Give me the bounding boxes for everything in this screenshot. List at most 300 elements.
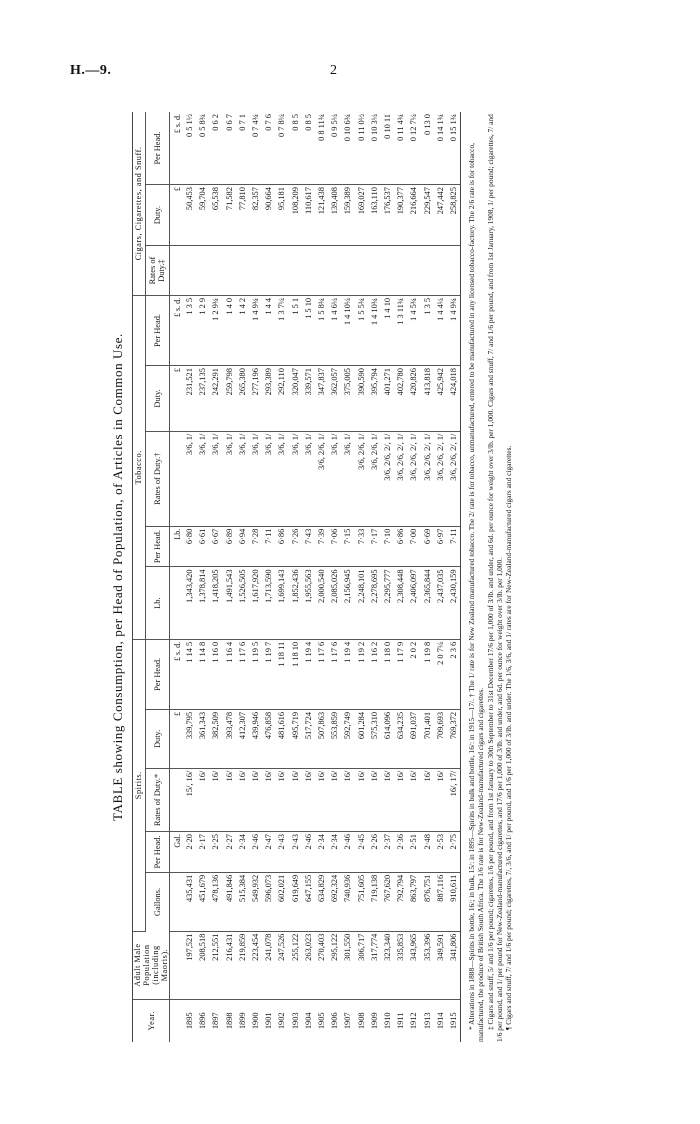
table-cell: 751,605 [355,872,368,931]
table-cell [275,246,288,296]
table-cell: 2·34 [328,832,341,873]
table-cell: 95,181 [275,185,288,246]
table-cell: 301,550 [341,931,354,999]
table-cell: 258,825 [447,185,461,246]
table-cell: 2·43 [275,832,288,873]
consumption-table [132,112,461,1042]
table-cell: 190,377 [394,185,407,246]
table-row [355,112,368,1042]
table-cell: 1 19 2 [355,639,368,709]
header-per-head-spirits: Per Head. [145,639,169,709]
table-cell: 3/6, 1/ [328,431,341,526]
table-cell: 393,478 [223,709,236,768]
table-cell [328,246,341,296]
table-cell: 16/ [223,768,236,831]
table-cell: 1 14 8 [196,639,209,709]
table-cell: 216,431 [223,931,236,999]
table-cell: 335,853 [394,931,407,999]
table-cell [249,246,262,296]
table-cell: 16/ [341,768,354,831]
table-cell [341,246,354,296]
table-cell: 2,406,097 [407,567,420,639]
table-row [183,112,196,1042]
table-cell: 1899 [237,1012,247,1030]
table-cell: 1 16 4 [223,639,236,709]
table-cell: 2·47 [262,832,275,873]
table-cell: 1 2 9 [196,295,209,365]
table-cell: 7·17 [368,526,381,567]
table-cell: 1 5 8¾ [315,295,328,365]
header-per-head-tobacco: Per Head. [145,295,169,365]
table-cell: 223,454 [249,931,262,999]
table-cell: 412,307 [236,709,249,768]
table-cell: 424,018 [447,366,461,432]
table-cell: 7·06 [328,526,341,567]
header-per-head-lb: Per Head. [145,526,169,567]
table-cell: 16/ [421,768,434,831]
table-cell: 1 4 4 [262,295,275,365]
table-cell: 1 4 0 [223,295,236,365]
table-cell: 1 17 9 [394,639,407,709]
table-cell: 2,430,159 [447,567,461,639]
table-row [315,112,328,1042]
table-cell: 7·11 [447,526,461,567]
table-cell: 1,699,143 [275,567,288,639]
unit-cell [170,246,184,296]
table-cell: 6·86 [394,526,407,567]
table-cell: 701,401 [421,709,434,768]
table-cell: 507,863 [315,709,328,768]
table-cell: 2·43 [289,832,302,873]
unit-cell: £ s. d. [170,639,184,709]
unit-cell: £ [170,366,184,432]
table-cell: 1 17 6 [328,639,341,709]
table-cell: 176,537 [381,185,394,246]
unit-cell [170,872,184,931]
table-cell: 16/ [289,768,302,831]
table-cell: 16/ [368,768,381,831]
table-cell: 0 8 11¾ [315,112,328,185]
table-cell: 491,846 [223,872,236,931]
table-cell: 306,717 [355,931,368,999]
table-cell: 6·94 [236,526,249,567]
table-cell: 159,389 [341,185,354,246]
table-cell: 1 2 9¾ [209,295,222,365]
table-cell: 2·20 [183,832,196,873]
table-cell [209,246,222,296]
table-cell: 90,664 [262,185,275,246]
table-cell: 1903 [290,1012,300,1030]
table-cell: 208,518 [196,931,209,999]
table-cell: 1 3 5 [183,295,196,365]
table-cell: 614,096 [381,709,394,768]
table-cell: 1 4 5¾ [407,295,420,365]
table-cell: 1,617,920 [249,567,262,639]
table-cell: 2·45 [355,832,368,873]
unit-cell: £ [170,185,184,246]
header-duty-tobacco: Duty. [145,366,169,432]
rotated-table-block [108,112,628,1042]
unit-cell: £ s. d. [170,295,184,365]
table-cell: 7·33 [355,526,368,567]
table-cell: 1915 [447,999,461,1042]
table-cell: 3/6, 1/ [223,431,236,526]
table-cell: 292,110 [275,366,288,432]
table-cell: 16/ [302,768,315,831]
table-cell: 2·34 [236,832,249,873]
table-cell: 7·43 [302,526,315,567]
table-cell: 1 18 0 [381,639,394,709]
table-cell: 323,340 [381,931,394,999]
table-cell: 1 14 5 [183,639,196,709]
table-cell: 0 7 8¼ [275,112,288,185]
table-cell: 2,000,540 [315,567,328,639]
table-cell: 3/6, 2/6, 2/, 1/ [447,431,461,526]
table-cell: 15/, 16/ [183,768,196,831]
table-cell: 71,582 [223,185,236,246]
table-cell: 592,749 [341,709,354,768]
table-cell: 1 19 4 [302,639,315,709]
table-cell: 7·28 [249,526,262,567]
table-cell: 3/6, 1/ [341,431,354,526]
table-cell: 402,780 [394,366,407,432]
table-cell: 0 5 1½ [183,112,196,185]
table-cell [289,246,302,296]
table-cell: 375,005 [341,366,354,432]
table-cell: 361,343 [196,709,209,768]
table-cell: 347,837 [315,366,328,432]
table-cell: 0 10 3¼ [368,112,381,185]
table-cell: 0 12 7¼ [407,112,420,185]
table-cell: 317,774 [368,931,381,999]
table-cell: 59,704 [196,185,209,246]
table-cell: 451,679 [196,872,209,931]
table-cell: 6·69 [421,526,434,567]
table-cell: 1 4 10 [381,295,394,365]
table-cell: 16/ [275,768,288,831]
table-cell: 2·17 [196,832,209,873]
table-cell: 691,037 [407,709,420,768]
table-body [170,112,461,1042]
table-cell: 1914 [435,1012,445,1030]
table-cell: 515,384 [236,872,249,931]
table-cell: 2,437,035 [434,567,447,639]
table-cell: 1,713,590 [262,567,275,639]
table-cell: 1 4 4¼ [434,295,447,365]
table-cell: 2 0 7¼ [434,639,447,709]
table-cell: 2·27 [223,832,236,873]
table-cell: 1896 [198,1012,208,1030]
table-cell: 3/6, 2/6, 1/ [355,431,368,526]
table-cell: 1 19 8 [421,639,434,709]
table-cell: 425,942 [434,366,447,432]
table-cell: 3/6, 1/ [302,431,315,526]
table-cell: 1,955,563 [302,567,315,639]
unit-cell [170,768,184,831]
table-cell: 16/ [249,768,262,831]
table-cell: 353,396 [421,931,434,999]
unit-cell [170,931,184,999]
table-cell: 0 8 5 [302,112,315,185]
unit-cell [170,567,184,639]
table-cell: 247,442 [434,185,447,246]
header-lb: Lb. [145,567,169,639]
table-cell: 0 10 11 [381,112,394,185]
table-cell [315,246,328,296]
group-spirits: Spirits. [133,639,146,931]
table-cell [368,246,381,296]
table-cell: 16/ [434,768,447,831]
table-cell: 3/6, 1/ [275,431,288,526]
table-cell: 2 3 6 [447,639,461,709]
table-header [133,112,170,1042]
table-cell: 1 4 2 [236,295,249,365]
table-cell: 320,047 [289,366,302,432]
table-row [381,112,394,1042]
table-cell: 0 7 1 [236,112,249,185]
table-cell: 3/6, 1/ [183,431,196,526]
table-cell: 7·11 [262,526,275,567]
header-population: Adult Male Population (including Maoris). [133,931,170,999]
table-cell: 709,693 [434,709,447,768]
header-year: Year. [133,999,170,1042]
table-row [407,112,420,1042]
page-number: 2 [330,63,337,78]
table-cell: 0 7 4¾ [249,112,262,185]
table-cell: 634,235 [394,709,407,768]
table-cell: 7·00 [407,526,420,567]
table-cell: 0 10 6¾ [341,112,354,185]
table-cell: 6·67 [209,526,222,567]
table-cell: 767,620 [381,872,394,931]
table-cell: 2,308,448 [394,567,407,639]
table-cell: 16/ [407,768,420,831]
table-cell: 619,649 [289,872,302,931]
table-cell: 1901 [264,1012,274,1030]
footnote: ‡ Cigars and snuff, 5/ and 1/6 per pound; cigarettes, 1/6 per pound, and from 1st January to 30th September to 31st December 17/6 per 1,000 of 3/lb. and under, and 6d. per ounce for weight over 3/lb. per 1,000. Cigars and snuff, 7/ and 1/6 per pound, and from 1st January, 1908, 1/ per pound; cigarettes, 7/ and 1/6 per pound, and 1/ per pound for New-Zealand-manufactured cigarettes, and 17/6 per 1,000 of 3/lb. and under, and 6d. per ounce for weight over 3/lb. per 1,000. [485,114,504,1042]
group-cigars: Cigars, Cigarettes, and Snuff. [133,112,146,295]
table-cell: 277,196 [249,366,262,432]
header-duty-cigars: Duty. [145,185,169,246]
table-cell: 553,859 [328,709,341,768]
table-row [447,112,461,1042]
table-cell: 121,438 [315,185,328,246]
table-cell: 478,136 [209,872,222,931]
table-cell: 596,073 [262,872,275,931]
table-cell: 1 4 10¼ [341,295,354,365]
table-cell: 1 16 2 [368,639,381,709]
table-cell: 3/6, 2/6, 2/, 1/ [381,431,394,526]
table-cell: 1 3 11¾ [394,295,407,365]
table-cell: 7·26 [289,526,302,567]
table-title: TABLE showing Consumption, per Head of Population, of Articles in Common Use. [110,333,125,821]
table-cell: 3/6, 2/6, 2/, 1/ [394,431,407,526]
table-cell: 0 8 5 [289,112,302,185]
table-cell [447,246,461,296]
table-row [249,112,262,1042]
table-cell: 1 18 10 [289,639,302,709]
table-cell: 341,806 [447,931,461,999]
unit-cell [170,431,184,526]
table-cell: 0 6 2 [209,112,222,185]
table-cell: 343,965 [407,931,420,999]
table-cell: 1 3 7¼ [275,295,288,365]
footnote: * Alterations in 1888—Spirits in bottle, 16/; in bulk, 15/: in 1895—Spirits in bulk and bottle, 16/: in 1915—17/. † The 1/ rate is for New Zealand manufactured tobacco. The 2/ rate is for tobacco, unmanufactured, entered to be manufactured in any licensed tobacco-factory. The 2/6 rate is for tobacco, manufactured, the produce of British South Africa. The 1/6 rate is for New-Zealand-manufactured cigars and cigarettes. [467,143,486,1042]
table-cell: 1 17 6 [315,639,328,709]
table-cell: 1,526,505 [236,567,249,639]
table-cell: 435,431 [183,872,196,931]
table-cell: 601,284 [355,709,368,768]
table-cell [262,246,275,296]
table-cell [302,246,315,296]
table-row [328,112,341,1042]
table-cell: 401,271 [381,366,394,432]
table-cell: 413,818 [421,366,434,432]
table-cell: 265,380 [236,366,249,432]
table-cell: 1 19 5 [249,639,262,709]
table-cell: 169,027 [355,185,368,246]
header-duty-spirits: Duty. [145,709,169,768]
table-cell: 1 18 11 [275,639,288,709]
table-row [262,112,275,1042]
unit-cell: Gal. [170,832,184,873]
table-cell: 2·75 [447,832,461,873]
table-cell: 349,591 [434,931,447,999]
table-cell: 549,932 [249,872,262,931]
table-cell: 1897 [211,1012,221,1030]
table-row [368,112,381,1042]
table-cell: 16/ [209,768,222,831]
table-row [289,112,302,1042]
table-cell: 0 13 0 [421,112,434,185]
table-cell: 3/6, 1/ [209,431,222,526]
units-row [170,112,184,1042]
table-cell [236,246,249,296]
table-cell: 259,798 [223,366,236,432]
table-cell: 2·51 [407,832,420,873]
table-cell: 876,751 [421,872,434,931]
table-cell: 792,794 [394,872,407,931]
table-cell: 1913 [422,1012,432,1030]
table-row [236,112,249,1042]
group-tobacco: Tobacco. [133,295,146,639]
header-rates-tobacco: Rates of Duty.† [145,431,169,526]
table-cell: 108,209 [289,185,302,246]
table-cell: 82,357 [249,185,262,246]
table-cell: 575,310 [368,709,381,768]
table-cell: 339,795 [183,709,196,768]
table-cell: 1909 [369,1012,379,1030]
table-cell: 1 4 6¼ [328,295,341,365]
table-cell: 6·80 [183,526,196,567]
table-cell: 1,491,543 [223,567,236,639]
table-row [223,112,236,1042]
table-row [421,112,434,1042]
table-cell: 1898 [224,1012,234,1030]
footnotes [467,112,513,1042]
footnote: ¶ Cigars and snuff, 7/ and 1/6 per pound; cigarettes, 7/, 3/6, and 1/ per pound, and 1/6 per 1,000 of 3/lb. and under. The 1/6, 3/6, and 1/ rates are for New-Zealand-manufactured cigars and cigarettes. [504,445,514,1030]
table-cell: 2·46 [249,832,262,873]
header-rates-cigars: Rates of Duty.‡ [145,246,169,296]
table-cell: 2,156,945 [341,567,354,639]
table-cell: 2·36 [394,832,407,873]
table-cell [407,246,420,296]
table-cell: 0 7 6 [262,112,275,185]
table-cell: 1 4 9¾ [447,295,461,365]
table-cell: 6·97 [434,526,447,567]
table-cell: 1 5 5¾ [355,295,368,365]
table-cell: 1 16 0 [209,639,222,709]
table-cell: 2·26 [368,832,381,873]
table-row [394,112,407,1042]
table-cell: 719,138 [368,872,381,931]
table-cell: 1,418,205 [209,567,222,639]
table-cell: 887,116 [434,872,447,931]
table-cell: 16/ [196,768,209,831]
table-cell: 16/ [355,768,368,831]
table-cell: 295,122 [328,931,341,999]
table-cell: 16/, 17/ [447,768,461,831]
table-cell: 1 4 9¾ [249,295,262,365]
table-cell: 647,155 [302,872,315,931]
table-cell: 692,324 [328,872,341,931]
table-cell: 2·25 [209,832,222,873]
table-cell: 1 5 1 [289,295,302,365]
table-cell: 2·48 [421,832,434,873]
page-code: H.—9. [70,63,112,78]
table-cell: 3/6, 1/ [249,431,262,526]
table-cell: 1 3 5 [421,295,434,365]
table-cell: 3/6, 2/6, 1/ [368,431,381,526]
table-cell: 3/6, 2/6, 2/, 1/ [407,431,420,526]
table-cell: 1905 [317,1012,327,1030]
table-cell: 229,547 [421,185,434,246]
table-cell: 339,571 [302,366,315,432]
table-cell: 6·61 [196,526,209,567]
unit-cell [170,999,184,1042]
table-cell: 231,521 [183,366,196,432]
table-cell: 1906 [330,1012,340,1030]
table-cell: 390,590 [355,366,368,432]
table-cell: 0 15 1¾ [447,112,461,185]
table-cell: 1895 [185,1012,194,1030]
table-row [196,112,209,1042]
table-cell: 6·89 [223,526,236,567]
table-cell: 1 19 4 [341,639,354,709]
table-row [341,112,354,1042]
table-cell: 3/6, 1/ [196,431,209,526]
table-cell: 2,365,844 [421,567,434,639]
table-cell: 16/ [315,768,328,831]
table-cell: 1902 [277,1012,287,1030]
table-cell: 0 5 8¾ [196,112,209,185]
table-cell: 2·46 [302,832,315,873]
table-cell: 1910 [383,1012,393,1030]
table-cell: 16/ [236,768,249,831]
table-cell: 2,278,695 [368,567,381,639]
table-cell: 77,810 [236,185,249,246]
table-cell: 1,852,436 [289,567,302,639]
table-cell: 0 14 1¾ [434,112,447,185]
unit-cell: Lb. [170,526,184,567]
table-cell: 65,538 [209,185,222,246]
table-cell: 2,295,777 [381,567,394,639]
table-cell: 1912 [409,1012,419,1030]
table-cell: 382,509 [209,709,222,768]
table-cell: 110,617 [302,185,315,246]
table-cell: 3/6, 2/6, 2/, 1/ [434,431,447,526]
table-cell: 769,372 [447,709,461,768]
